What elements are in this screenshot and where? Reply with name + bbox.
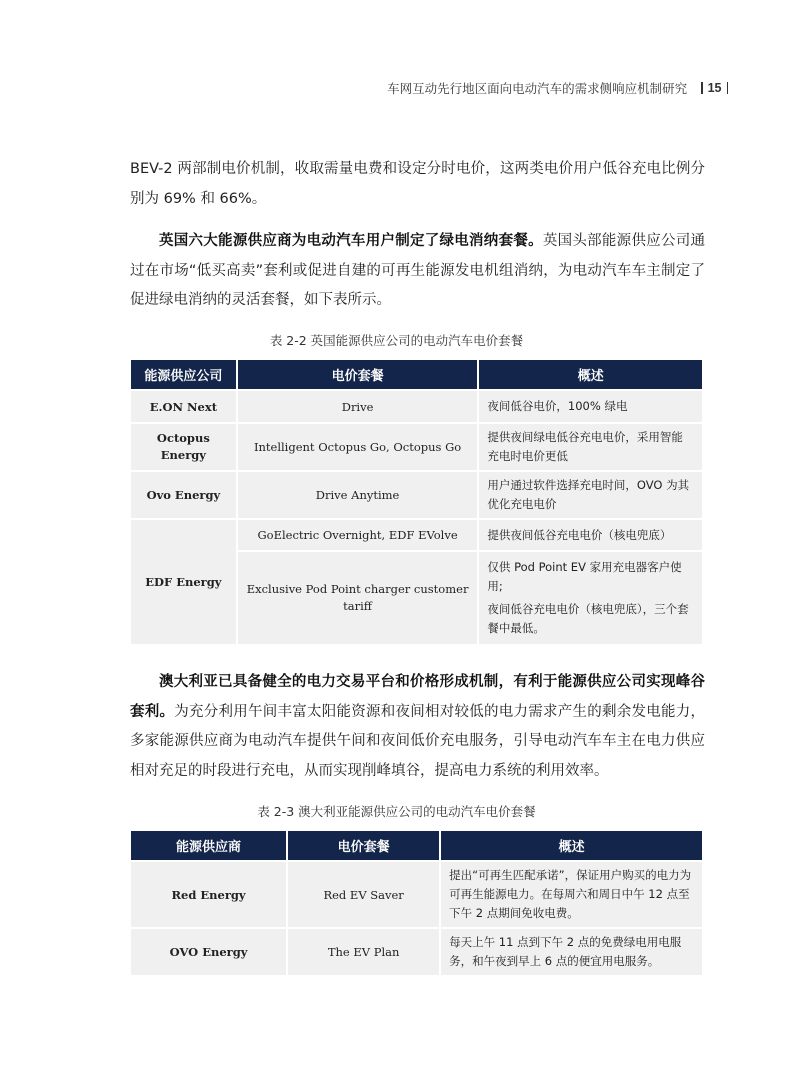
header-title: 车网互动先行地区面向电动汽车的需求侧响应机制研究: [387, 81, 688, 96]
cell-plan: Red EV Saver: [288, 862, 439, 927]
table-row: [131, 472, 702, 518]
cell-plan: Drive Anytime: [238, 472, 478, 518]
col-header-plan: 电价套餐: [288, 831, 439, 860]
cell-plan: Exclusive Pod Point charger customer tariff: [238, 552, 478, 644]
table-row: [131, 862, 702, 927]
col-header-company: 能源供应公司: [131, 360, 236, 389]
page-number: 15: [707, 81, 722, 95]
table-row: [131, 424, 702, 470]
cell-desc: [479, 552, 702, 644]
cell-company: Red Energy: [131, 862, 286, 927]
cell-desc-line: 夜间低谷充电电价（核电兜底），三个套餐中最低。: [487, 602, 689, 635]
running-header: [387, 79, 733, 97]
col-header-desc: 概述: [441, 831, 702, 860]
australia-tariff-table: [129, 829, 704, 977]
col-header-company: 能源供应商: [131, 831, 286, 860]
table-header-row: [131, 831, 702, 860]
paragraph-uk-text: 英国头部能源供应公司通过在市场“低买高卖”套利或促进自建的可再生能源发电机组消纳，为电动汽车车主制定了促进绿电消纳的灵活套餐，如下表所示。: [130, 233, 705, 308]
cell-desc: 每天上午 11 点到下午 2 点的免费绿电用电服务，和午夜到早上 6 点的便宜用电服务。: [441, 929, 702, 975]
cell-company: Ovo Energy: [131, 472, 236, 518]
paragraph-uk-suppliers: [130, 227, 705, 316]
table-row: [131, 929, 702, 975]
col-header-desc: 概述: [479, 360, 702, 389]
table-row: [131, 391, 702, 422]
table-row: [131, 520, 702, 550]
paragraph-bev2-text: BEV-2 两部制电价机制，收取需量电费和设定分时电价，这两类电价用户低谷充电比例分别为 69% 和 66%。: [130, 161, 705, 207]
cell-company: Octopus Energy: [131, 424, 236, 470]
cell-desc: 夜间低谷电价，100% 绿电: [479, 391, 702, 422]
header-divider-right: [727, 82, 729, 94]
paragraph-bev2: [130, 155, 705, 214]
table2-caption: 表 2-3 澳大利亚能源供应公司的电动汽车电价套餐: [257, 804, 536, 819]
cell-plan: The EV Plan: [288, 929, 439, 975]
uk-tariff-table: [129, 358, 704, 646]
paragraph-australia-text: 为充分利用午间丰富太阳能资源和夜间相对较低的电力需求产生的剩余发电能力，多家能源供应商为电动汽车提供午间和夜间低价充电服务，引导电动汽车车主在电力供应相对充足的时段进行充电，从而实现削峰填谷，提高电力系统的利用效率。: [130, 703, 705, 779]
cell-plan: Intelligent Octopus Go, Octopus Go: [238, 424, 478, 470]
paragraph-australia-lead: 澳大利亚已具备健全的电力交易平台和价格形成机制，有利于能源供应公司实现峰谷套利。: [130, 674, 705, 720]
cell-plan: GoElectric Overnight, EDF EVolve: [238, 520, 478, 550]
cell-company: E.ON Next: [131, 391, 236, 422]
cell-desc: 提出“可再生匹配承诺”，保证用户购买的电力为可再生能源电力。在每周六和周日中午 12 点至下午 2 点期间免收电费。: [441, 862, 702, 927]
cell-desc: 提供夜间绿电低谷充电电价，采用智能充电时电价更低: [479, 424, 702, 470]
table1-caption: 表 2-2 英国能源供应公司的电动汽车电价套餐: [269, 333, 524, 348]
header-divider-left: [701, 82, 703, 94]
cell-company: EDF Energy: [131, 520, 236, 644]
table-header-row: [131, 360, 702, 389]
col-header-plan: 电价套餐: [238, 360, 478, 389]
cell-desc: 用户通过软件选择充电时间，OVO 为其优化充电电价: [479, 472, 702, 518]
cell-company: OVO Energy: [131, 929, 286, 975]
cell-desc-line: 仅供 Pod Point EV 家用充电器客户使用;: [487, 560, 682, 593]
cell-desc: 提供夜间低谷充电电价（核电兜底）: [479, 520, 702, 550]
paragraph-australia: [130, 668, 705, 786]
cell-plan: Drive: [238, 391, 478, 422]
paragraph-uk-lead: 英国六大能源供应商为电动汽车用户制定了绿电消纳套餐。: [159, 233, 543, 249]
